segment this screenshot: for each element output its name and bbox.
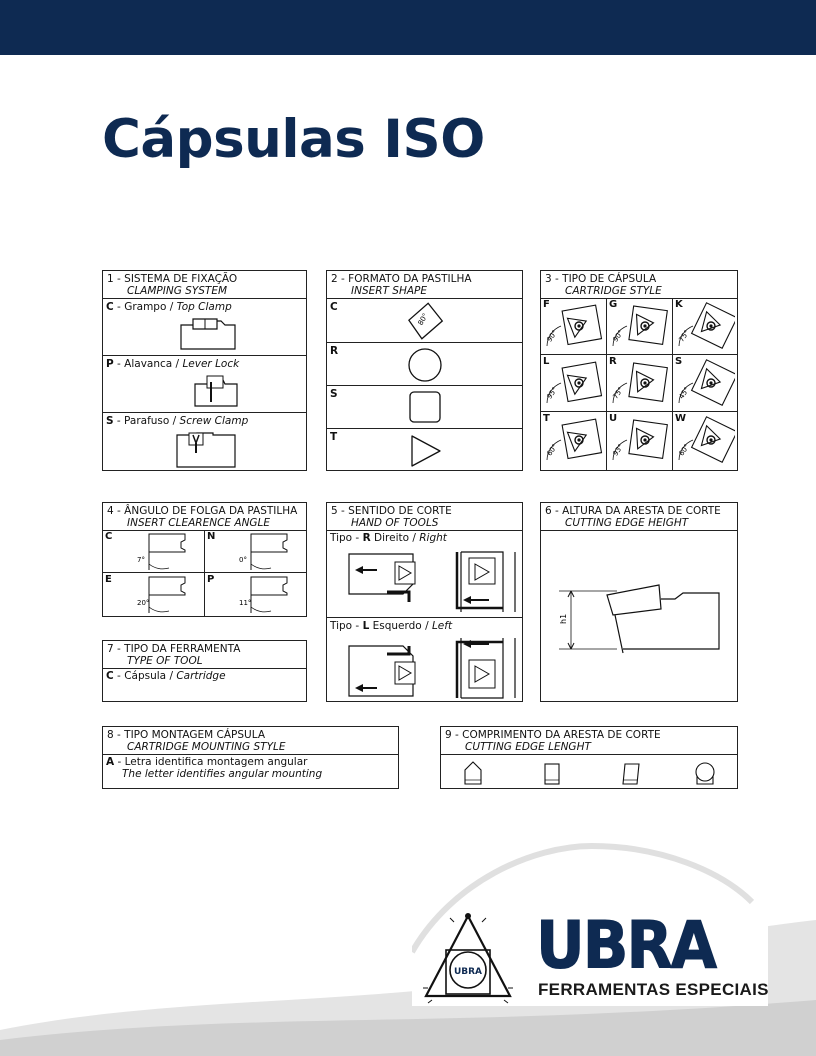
angle-label: 90° [545, 328, 560, 344]
svg-text:80°: 80° [416, 311, 430, 327]
clearance-angle-cell: P 11° [205, 573, 306, 617]
clearance-angle-cell: C 7° [103, 530, 205, 573]
section-header: 8 - TIPO MONTAGEM CÁPSULA CARTRIDGE MOUNTING STYLE [103, 727, 398, 755]
cartridge-style-icon [609, 416, 669, 466]
section-header: 9 - COMPRIMENTO DA ARESTA DE CORTE CUTTING EDGE LENGHT [441, 727, 737, 755]
clearance-angle-cell: N 0° [205, 530, 306, 573]
tool-type-row: C - Cápsula / Cartridge [106, 670, 226, 682]
edge-height-drawing [557, 581, 727, 661]
clearance-angle-icon [221, 573, 301, 615]
cartridge-style-icon [675, 359, 735, 409]
cartridge-style-cell: L 95° [541, 355, 607, 412]
clamp-row-lever-lock: P - Alavanca / Lever Lock [103, 355, 306, 413]
clearance-angle-cell: E 20° [103, 573, 205, 617]
cartridge-style-grid [541, 298, 737, 470]
top-clamp-drawing [177, 315, 241, 353]
section-mounting-style [102, 726, 399, 789]
left-hand-drawing [343, 636, 519, 702]
angle-label: 90° [611, 328, 626, 344]
section-insert-shape [326, 270, 523, 471]
brand-wordmark: UBRA [536, 908, 716, 984]
section-header: 6 - ALTURA DA ARESTA DE CORTE CUTTING EDGE HEIGHT [541, 503, 737, 531]
angle-label: 7° [137, 556, 145, 564]
section-type-of-tool [102, 640, 307, 702]
angle-label: 11° [239, 599, 252, 607]
section-cartridge-style [540, 270, 738, 471]
section-header: 5 - SENTIDO DE CORTE HAND OF TOOLS [327, 503, 522, 531]
cartridge-style-icon [543, 416, 603, 466]
cartridge-style-icon [609, 359, 669, 409]
top-banner [0, 0, 816, 55]
brand-tagline: FERRAMENTAS ESPECIAIS [538, 980, 769, 999]
rhombic-insert-icon [405, 301, 445, 341]
cartridge-style-cell: R 75° [607, 355, 673, 412]
section-clamping-system [102, 270, 307, 471]
angle-label: 0° [239, 556, 247, 564]
angle-label: 45° [677, 385, 692, 401]
angle-label: 93° [611, 442, 626, 458]
shape-row-r: R [327, 342, 522, 386]
hand-right-row: Tipo - R Direito / Right [327, 530, 522, 617]
cartridge-style-icon [543, 302, 603, 352]
section-header: 4 - ÂNGULO DE FOLGA DA PASTILHA INSERT CLEARENCE ANGLE [103, 503, 306, 531]
mounting-row: A - Letra identifica montagem angular The letter identifies angular mounting [106, 756, 323, 780]
round-insert-icon [407, 347, 443, 383]
clearance-angle-icon [221, 530, 301, 572]
section-header: 7 - TIPO DA FERRAMENTA TYPE OF TOOL [103, 641, 306, 669]
angle-label: 95° [545, 385, 560, 401]
angle-label: 75° [611, 385, 626, 401]
cartridge-style-cell: U 93° [607, 412, 673, 470]
clearance-angle-icon [119, 530, 199, 572]
square-insert-icon [408, 390, 442, 424]
angle-label: 60° [545, 442, 560, 458]
cartridge-style-cell: G 90° [607, 298, 673, 355]
shape-row-t: T [327, 428, 522, 472]
cartridge-style-icon [675, 416, 735, 466]
triangle-insert-icon [409, 433, 443, 469]
shape-row-s: S [327, 385, 522, 429]
shape-row-c: C 80° [327, 298, 522, 343]
section-header: 1 - SISTEMA DE FIXAÇÃO CLAMPING SYSTEM [103, 271, 306, 299]
angle-label: 75° [677, 328, 692, 344]
right-hand-drawing [343, 548, 519, 614]
clearance-angle-icon [119, 573, 199, 615]
cartridge-style-icon [675, 302, 735, 352]
cartridge-style-cell: K 75° [673, 298, 737, 355]
section-clearance-angle [102, 502, 307, 617]
clearance-angle-grid [103, 530, 306, 616]
clamp-row-top-clamp: C - Grampo / Top Clamp [103, 298, 306, 356]
emblem-text: UBRA [453, 967, 483, 977]
section-header: 3 - TIPO DE CÁPSULA CARTRIDGE STYLE [541, 271, 737, 299]
hand-left-row: Tipo - L Esquerdo / Left [327, 617, 522, 703]
angle-label: 60° [677, 442, 692, 458]
cartridge-style-cell: F 90° [541, 298, 607, 355]
lever-lock-drawing [193, 374, 245, 410]
page-title: Cápsulas ISO [102, 109, 485, 170]
angle-label: 20° [137, 599, 150, 607]
svg-text:h1: h1 [559, 613, 568, 624]
edge-length-shapes [461, 760, 721, 786]
screw-clamp-drawing [173, 429, 239, 469]
cartridge-style-icon [543, 359, 603, 409]
section-cutting-edge-height [540, 502, 738, 702]
cartridge-style-icon [609, 302, 669, 352]
section-edge-length [440, 726, 738, 789]
section-header: 2 - FORMATO DA PASTILHA INSERT SHAPE [327, 271, 522, 299]
cartridge-style-cell: T 60° [541, 412, 607, 470]
section-hand-of-tools [326, 502, 523, 702]
cartridge-style-cell: S 45° [673, 355, 737, 412]
clamp-row-screw-clamp: S - Parafuso / Screw Clamp [103, 412, 306, 472]
ubra-emblem-logo [420, 912, 516, 1004]
cartridge-style-cell: W 60° [673, 412, 737, 470]
